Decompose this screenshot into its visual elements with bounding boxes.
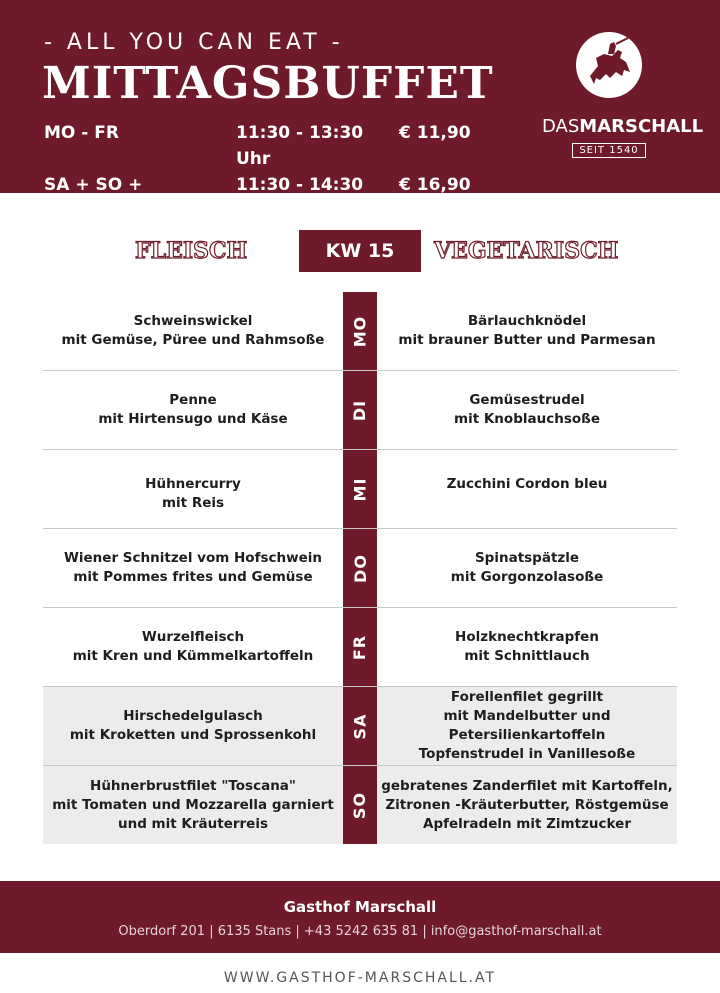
meat-dish [43,608,343,686]
menu-row-mo [43,292,677,371]
day-label [343,687,377,765]
veg-dish-text: Zucchini Cordon bleu [446,476,608,492]
column-headings [0,230,720,272]
website-link[interactable]: WWW.GASTHOF-MARSCHALL.AT [223,970,497,986]
veg-dish [377,529,677,607]
menu-row-sa [43,687,677,766]
day-label [343,608,377,686]
rider-on-horse-icon [576,32,642,98]
menu-row-fr [43,608,677,687]
meat-dish [43,450,343,528]
day-label-text: SA [350,713,370,739]
menu-row-mi [43,450,677,529]
veg-column-heading: VEGETARISCH [434,238,619,264]
veg-dish-text: gebratenes Zanderfilet mit Kartoffeln, Zitronen -Kräuterbutter, Röstgemüse Apfelradeln mit Zimtzucker [381,777,673,832]
meat-dish-text: Wurzelfleisch mit Kren und Kümmelkartoffeln [72,629,314,664]
tagline: - ALL YOU CAN EAT - [44,30,344,55]
hours-row-weekdays [44,120,479,172]
veg-dish [377,687,677,765]
logo-wordmark [542,116,704,137]
meat-column-heading: FLEISCH [135,238,248,264]
veg-dish [377,608,677,686]
logo [542,32,704,172]
meat-dish-text: Hühnerbrustfilet "Toscana" mit Tomaten und Mozzarella garniert und mit Kräuterreis [52,777,334,832]
hours-days: MO - FR [44,123,119,143]
footer-business-name: Gasthof Marschall [283,898,437,916]
veg-dish-text: Gemüsestrudel mit Knoblauchsoße [454,392,600,427]
meat-dish [43,371,343,449]
hours-price: € 16,90 [399,175,471,195]
logo-name-light: DAS [542,116,580,137]
day-label [343,529,377,607]
hours-time: 11:30 - 14:30 Uhr [236,175,364,221]
meat-dish [43,687,343,765]
hours-days: SA + SO + Feiertage [44,175,143,221]
hours-price: € 11,90 [399,123,471,143]
day-label-text: FR [350,634,370,660]
day-label-text: MI [350,477,370,501]
logo-since-badge: SEIT 1540 [572,143,645,158]
meat-dish-text: Schweinswickel mit Gemüse, Püree und Rahmsoße [61,313,325,348]
day-label-text: DO [350,553,370,583]
veg-dish [377,450,677,528]
page-title: MITTAGSBUFFET [42,58,494,109]
veg-dish-text: Forellenfilet gegrillt mit Mandelbutter und Petersilienkartoffeln Topfenstrudel in Vanillesoße [418,689,636,762]
day-label-text: MO [350,315,370,347]
veg-dish-text: Spinatspätzle mit Gorgonzolasoße [450,550,604,585]
veg-dish [377,766,677,844]
day-label [343,450,377,528]
menu-table [43,292,677,844]
footer-contact-info: Oberdorf 201 | 6135 Stans | +43 5242 635 81 | info@gasthof-marschall.at [118,924,602,939]
week-badge: KW 15 [299,230,421,272]
day-label-text: SO [350,791,370,819]
day-label [343,371,377,449]
hours-row-weekend [44,172,479,224]
meat-dish-text: Hühnercurry mit Reis [145,476,241,511]
veg-dish-text: Bärlauchknödel mit brauner Butter und Parmesan [398,313,656,348]
day-label [343,766,377,844]
menu-row-do [43,529,677,608]
meat-dish [43,529,343,607]
hours-time: 11:30 - 13:30 Uhr [236,123,364,169]
day-label-text: DI [350,399,370,421]
header-banner [0,0,720,221]
meat-dish [43,292,343,370]
veg-dish-text: Holzknechtkrapfen mit Schnittlauch [455,629,599,664]
meat-dish [43,766,343,844]
opening-hours [44,120,479,224]
menu-row-di [43,371,677,450]
veg-dish [377,371,677,449]
meat-dish-text: Penne mit Hirtensugo und Käse [98,392,288,427]
veg-dish [377,292,677,370]
footer [0,881,720,953]
logo-name-bold: MARSCHALL [579,116,704,137]
meat-dish-text: Hirschedelgulasch mit Kroketten und Sprossenkohl [69,708,317,743]
meat-dish-text: Wiener Schnitzel vom Hofschwein mit Pommes frites und Gemüse [64,550,322,585]
menu-row-so [43,766,677,844]
day-label [343,292,377,370]
